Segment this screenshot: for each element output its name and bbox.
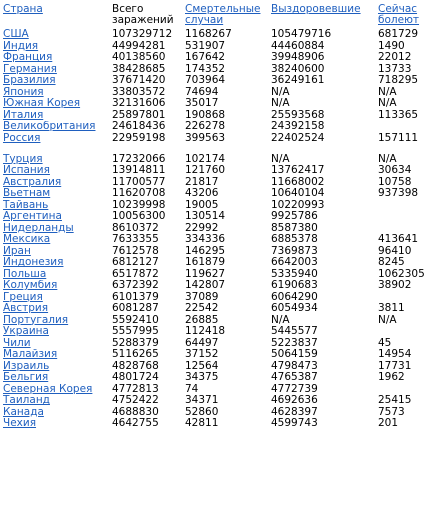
total-cases-cell: 17232066	[112, 152, 166, 165]
header-row	[3, 4, 439, 29]
country-link[interactable]: Нидерланды	[3, 222, 74, 234]
deaths-cell: 43206	[185, 188, 219, 199]
total-cases-cell: 13914811	[112, 165, 166, 176]
deaths-header-line2[interactable]: случаи	[185, 14, 224, 26]
country-cell	[3, 52, 112, 64]
table-row	[3, 372, 439, 384]
deaths-cell: 174352	[185, 63, 226, 75]
country-link[interactable]: Таиланд	[3, 395, 50, 406]
country-cell	[3, 384, 112, 396]
table-row	[3, 246, 439, 258]
covid-stats-table	[3, 4, 439, 430]
total-cases-cell: 8610372	[112, 222, 159, 234]
active-cases-cell: N/A	[378, 86, 397, 98]
total-cases-cell: 4688830	[112, 406, 159, 418]
active-cases-cell	[378, 384, 439, 396]
total-cases-cell: 40138560	[112, 52, 166, 63]
country-cell	[3, 110, 112, 122]
country-cell	[3, 338, 112, 350]
country-cell	[3, 418, 112, 430]
recovered-cell: 13762417	[271, 165, 325, 176]
total-cases-cell: 7612578	[112, 245, 159, 257]
deaths-cell: 37152	[185, 349, 219, 360]
table-row	[3, 133, 439, 145]
deaths-cell: 74	[185, 383, 199, 395]
recovered-cell: 44460884	[271, 40, 325, 52]
active-cases-cell: 8245	[378, 257, 405, 268]
active-cases-cell	[378, 326, 439, 338]
table-row	[3, 98, 439, 110]
active-cases-cell: 96410	[378, 245, 412, 257]
country-cell	[3, 211, 112, 223]
country-cell	[3, 98, 112, 110]
recovered-cell: 11668002	[271, 176, 325, 188]
active-cases-cell: 14954	[378, 349, 412, 360]
deaths-cell: 37089	[185, 291, 219, 303]
deaths-cell: 34371	[185, 395, 219, 406]
deaths-cell: 190868	[185, 109, 226, 121]
country-link[interactable]: Греция	[3, 291, 43, 303]
total-cases-cell: 4642755	[112, 418, 159, 429]
country-link[interactable]: Япония	[3, 86, 44, 98]
deaths-cell: 34375	[185, 372, 219, 383]
country-cell	[3, 395, 112, 407]
country-cell	[3, 315, 112, 327]
recovered-cell: 105479716	[271, 29, 332, 40]
active-cases-cell: 10758	[378, 176, 412, 188]
total-cases-cell: 7633355	[112, 234, 159, 245]
active-cases-cell: 25415	[378, 395, 412, 406]
table-row	[3, 349, 439, 361]
recovered-cell: 38240600	[271, 63, 325, 75]
table-row	[3, 257, 439, 269]
country-cell	[3, 41, 112, 53]
deaths-cell: 35017	[185, 98, 219, 109]
recovered-cell: N/A	[271, 86, 290, 98]
active-column-header[interactable]	[378, 4, 439, 29]
recovered-cell: 4599743	[271, 418, 318, 429]
country-cell	[3, 177, 112, 189]
recovered-cell: 5223837	[271, 337, 318, 349]
total-cases-cell: 5116265	[112, 349, 159, 360]
deaths-cell: 121760	[185, 165, 226, 176]
active-cases-cell: N/A	[378, 314, 397, 326]
country-link[interactable]: Аргентина	[3, 211, 62, 222]
total-cases-cell: 10239998	[112, 199, 166, 211]
total-column-header	[112, 4, 185, 29]
deaths-cell: 12564	[185, 360, 219, 372]
deaths-cell: 334336	[185, 234, 226, 245]
recovered-cell: 36249161	[271, 75, 325, 86]
total-cases-cell: 22959198	[112, 132, 166, 144]
table-row	[3, 188, 439, 200]
recovered-cell: 39948906	[271, 52, 325, 63]
total-cases-cell: 32131606	[112, 98, 166, 109]
recovered-cell: 4692636	[271, 395, 318, 406]
recovered-cell: 8587380	[271, 222, 318, 234]
country-link[interactable]: Тайвань	[3, 199, 49, 211]
country-link[interactable]: Турция	[3, 152, 43, 165]
table-row	[3, 303, 439, 315]
table-row	[3, 234, 439, 246]
active-cases-cell: 7573	[378, 406, 405, 418]
recovered-cell: 4765387	[271, 372, 318, 383]
recovered-cell: 4798473	[271, 360, 318, 372]
table-row	[3, 338, 439, 350]
table-row	[3, 315, 439, 327]
recovered-cell: 4628397	[271, 406, 318, 418]
country-link[interactable]: Германия	[3, 63, 57, 75]
recovered-cell: 6190683	[271, 280, 318, 291]
recovered-cell: 4772739	[271, 383, 318, 395]
recovered-cell: 6885378	[271, 234, 318, 245]
country-cell	[3, 121, 112, 133]
deaths-cell: 130514	[185, 211, 226, 222]
recovered-cell: 25593568	[271, 109, 325, 121]
total-cases-cell: 107329712	[112, 29, 173, 40]
deaths-cell: 42811	[185, 418, 219, 429]
deaths-cell: 703964	[185, 75, 226, 86]
total-cases-cell: 4772813	[112, 383, 159, 395]
total-cases-cell: 5288379	[112, 337, 159, 349]
country-cell	[3, 303, 112, 315]
recovered-cell: 10640104	[271, 188, 325, 199]
recovered-cell: 10220993	[271, 199, 325, 211]
deaths-column-header[interactable]	[185, 4, 271, 29]
country-cell	[3, 269, 112, 281]
country-link[interactable]: Вьетнам	[3, 188, 51, 199]
deaths-cell: 74694	[185, 86, 219, 98]
total-header-line1: Всего	[112, 4, 144, 15]
total-cases-cell: 5592410	[112, 314, 159, 326]
table-header	[3, 4, 439, 29]
country-link[interactable]: Колумбия	[3, 280, 58, 291]
deaths-cell: 531907	[185, 40, 226, 52]
total-cases-cell: 4801724	[112, 372, 159, 383]
deaths-cell: 64497	[185, 337, 219, 349]
country-cell	[3, 234, 112, 246]
total-cases-cell: 33803572	[112, 86, 166, 98]
country-link[interactable]: Австралия	[3, 176, 62, 188]
country-link[interactable]: Великобритания	[3, 121, 96, 132]
active-header-line2[interactable]: болеют	[378, 14, 420, 26]
country-link[interactable]: Южная Корея	[3, 98, 81, 109]
country-link[interactable]: Индонезия	[3, 257, 64, 268]
total-cases-cell: 5557995	[112, 326, 159, 337]
table-row	[3, 418, 439, 430]
active-cases-cell: 413641	[378, 234, 419, 245]
table-row	[3, 144, 439, 165]
country-cell	[3, 361, 112, 373]
deaths-cell: 226278	[185, 121, 226, 132]
recovered-cell: 5335940	[271, 268, 318, 280]
total-cases-cell: 6101379	[112, 291, 159, 303]
country-cell	[3, 280, 112, 292]
country-cell	[3, 188, 112, 200]
table-body	[3, 29, 439, 430]
deaths-cell: 22992	[185, 222, 219, 234]
active-cases-cell: 1490	[378, 40, 405, 52]
recovered-cell: 9925786	[271, 211, 318, 222]
deaths-cell: 26885	[185, 314, 219, 326]
deaths-header-line1[interactable]: Смертельные	[185, 4, 261, 15]
recovered-sort-link[interactable]: Выздоровевшие	[271, 4, 361, 15]
total-cases-cell: 4752422	[112, 395, 159, 406]
recovered-cell: N/A	[271, 152, 290, 165]
table-row	[3, 52, 439, 64]
table-row	[3, 75, 439, 87]
table-row	[3, 200, 439, 212]
country-link[interactable]: Северная Корея	[3, 383, 93, 395]
table-row	[3, 395, 439, 407]
country-cell	[3, 64, 112, 76]
deaths-cell: 119627	[185, 268, 226, 280]
total-cases-cell: 37671420	[112, 75, 166, 86]
recovered-cell: 6642003	[271, 257, 318, 268]
recovered-cell: 24392158	[271, 121, 325, 132]
deaths-cell: 102174	[185, 152, 226, 165]
recovered-cell: 5064159	[271, 349, 318, 360]
recovered-cell: 7369873	[271, 245, 318, 257]
country-link[interactable]: Польша	[3, 268, 47, 280]
country-link[interactable]: Иран	[3, 245, 31, 257]
total-cases-cell: 4828768	[112, 360, 159, 372]
active-cases-cell: 1062305	[378, 268, 425, 280]
deaths-cell: 399563	[185, 132, 226, 144]
deaths-cell: 19005	[185, 199, 219, 211]
total-cases-cell: 6517872	[112, 268, 159, 280]
table-row	[3, 280, 439, 292]
total-cases-cell: 6372392	[112, 280, 159, 291]
total-cases-cell: 10056300	[112, 211, 166, 222]
table-row	[3, 165, 439, 177]
country-cell	[3, 246, 112, 258]
total-cases-cell: 11700577	[112, 176, 166, 188]
country-link[interactable]: Португалия	[3, 314, 69, 326]
recovered-cell: 6064290	[271, 291, 318, 303]
table-row	[3, 223, 439, 235]
total-cases-cell: 38428685	[112, 63, 166, 75]
active-header-line1[interactable]: Сейчас	[378, 4, 418, 15]
table-row	[3, 29, 439, 41]
deaths-cell: 52860	[185, 406, 219, 418]
country-cell	[3, 200, 112, 212]
deaths-cell: 1168267	[185, 29, 232, 40]
country-cell	[3, 407, 112, 419]
active-cases-cell	[378, 200, 439, 212]
country-link[interactable]: Украина	[3, 326, 49, 337]
active-cases-cell	[378, 121, 439, 133]
active-cases-cell: 201	[378, 418, 399, 429]
total-cases-cell: 24618436	[112, 121, 166, 132]
country-link[interactable]: Испания	[3, 165, 50, 176]
country-cell	[3, 257, 112, 269]
active-cases-cell	[378, 223, 439, 235]
table-row	[3, 326, 439, 338]
table-row	[3, 407, 439, 419]
total-cases-cell: 11620708	[112, 188, 166, 199]
country-cell	[3, 75, 112, 87]
recovered-column-header[interactable]	[271, 4, 378, 29]
deaths-cell: 142807	[185, 280, 226, 291]
deaths-cell: 22542	[185, 303, 219, 314]
country-link[interactable]: Италия	[3, 109, 44, 121]
country-column-header[interactable]	[3, 4, 112, 29]
active-cases-cell: 45	[378, 337, 392, 349]
recovered-cell: N/A	[271, 98, 290, 109]
country-cell	[3, 349, 112, 361]
country-link[interactable]: Австрия	[3, 303, 49, 314]
recovered-cell: N/A	[271, 314, 290, 326]
country-link[interactable]: Малайзия	[3, 349, 58, 360]
country-link[interactable]: Израиль	[3, 360, 50, 372]
country-link[interactable]: Канада	[3, 406, 44, 418]
active-cases-cell: 38902	[378, 280, 412, 291]
active-cases-cell: 718295	[378, 75, 419, 86]
country-link[interactable]: Бельгия	[3, 372, 49, 383]
country-cell	[3, 223, 112, 235]
deaths-cell: 146295	[185, 245, 226, 257]
recovered-cell: 22402524	[271, 132, 325, 144]
deaths-cell: 21817	[185, 176, 219, 188]
country-cell	[3, 165, 112, 177]
active-cases-cell: 1962	[378, 372, 405, 383]
active-cases-cell: 17731	[378, 360, 412, 372]
country-cell	[3, 133, 112, 145]
active-cases-cell: 30634	[378, 165, 412, 176]
country-cell	[3, 326, 112, 338]
active-cases-cell: N/A	[378, 98, 397, 109]
table-row	[3, 292, 439, 304]
country-cell	[3, 372, 112, 384]
total-cases-cell: 6081287	[112, 303, 159, 314]
country-link[interactable]: Россия	[3, 132, 41, 144]
country-link[interactable]: Бразилия	[3, 75, 56, 86]
country-link[interactable]: Мексика	[3, 234, 51, 245]
table-row	[3, 384, 439, 396]
country-cell	[3, 144, 112, 165]
active-cases-cell: 113365	[378, 109, 419, 121]
total-cases-cell: 44994281	[112, 40, 166, 52]
table-row	[3, 110, 439, 122]
deaths-cell: 161879	[185, 257, 226, 268]
country-sort-link[interactable]: Страна	[3, 4, 43, 15]
country-link[interactable]: США	[3, 29, 29, 40]
active-cases-cell: 22012	[378, 52, 412, 63]
total-cases-cell: 25897801	[112, 109, 166, 121]
table-row	[3, 87, 439, 99]
active-cases-cell: 937398	[378, 188, 419, 199]
table-row	[3, 211, 439, 223]
active-cases-cell	[378, 211, 439, 223]
country-cell	[3, 29, 112, 41]
deaths-cell: 112418	[185, 326, 226, 337]
country-link[interactable]: Чили	[3, 337, 31, 349]
active-cases-cell: 13733	[378, 63, 412, 75]
recovered-cell: 5445577	[271, 326, 318, 337]
recovered-cell: 6054934	[271, 303, 318, 314]
total-cases-cell: 6812127	[112, 257, 159, 268]
active-cases-cell: 157111	[378, 132, 419, 144]
active-cases-cell: N/A	[378, 152, 397, 165]
table-row	[3, 177, 439, 189]
active-cases-cell	[378, 292, 439, 304]
country-link[interactable]: Чехия	[3, 418, 37, 429]
deaths-cell: 167642	[185, 52, 226, 63]
table-row	[3, 269, 439, 281]
country-link[interactable]: Индия	[3, 40, 39, 52]
table-row	[3, 361, 439, 373]
total-header-line2: заражений	[112, 14, 174, 26]
country-cell	[3, 87, 112, 99]
table-row	[3, 121, 439, 133]
table-row	[3, 64, 439, 76]
country-cell	[3, 292, 112, 304]
table-row	[3, 41, 439, 53]
active-cases-cell: 3811	[378, 303, 405, 314]
active-cases-cell: 681729	[378, 29, 419, 40]
country-link[interactable]: Франция	[3, 52, 53, 63]
